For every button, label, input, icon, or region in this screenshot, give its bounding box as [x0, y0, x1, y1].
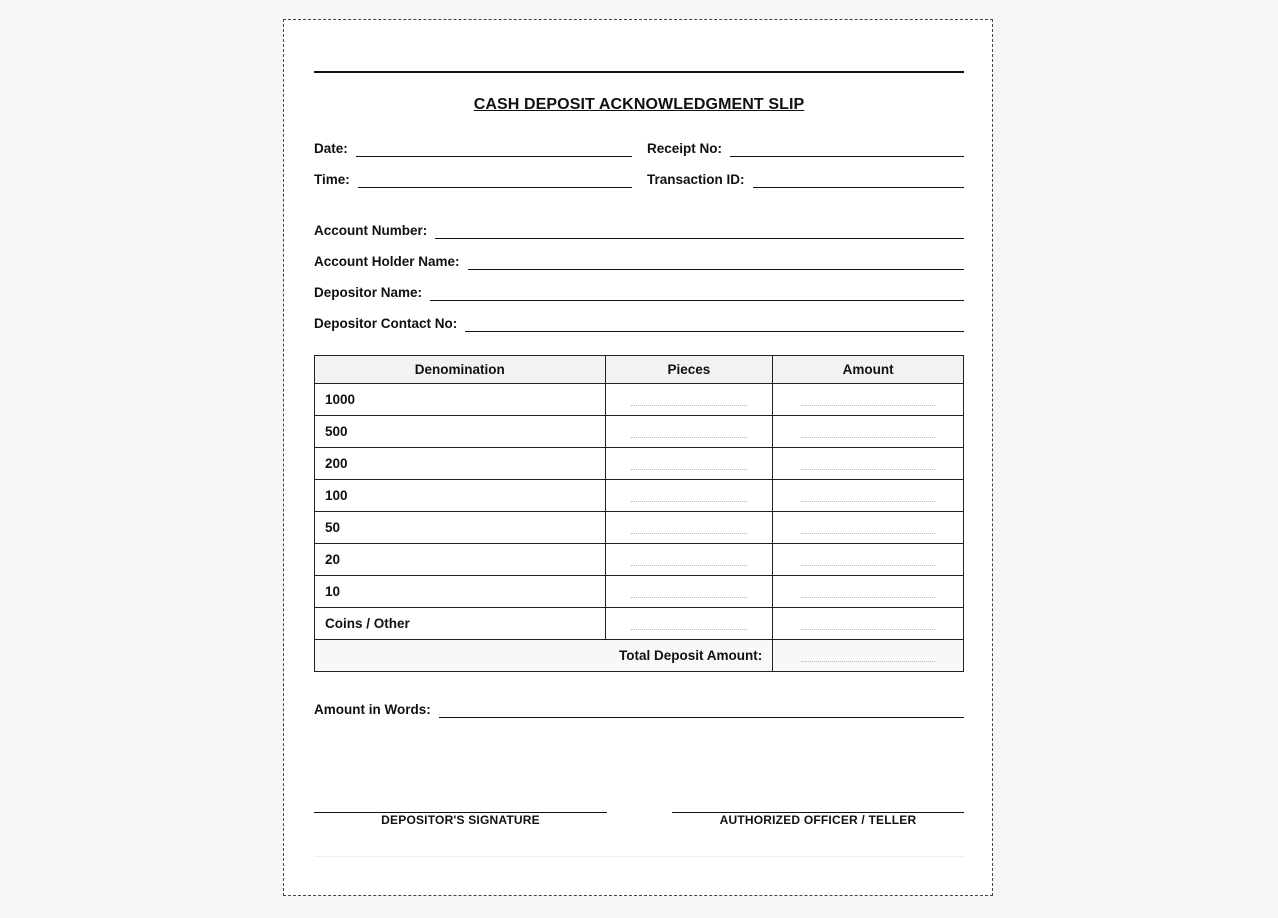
table-row [315, 576, 964, 608]
receipt-no-label: Receipt No: [647, 141, 723, 156]
account-number-input-line[interactable] [435, 224, 964, 239]
account-holder-name-input-line[interactable] [468, 255, 964, 270]
amount-cell[interactable] [773, 512, 964, 544]
pieces-cell[interactable] [605, 608, 773, 640]
transaction-id-field[interactable] [647, 170, 964, 188]
depositor-name-field[interactable] [314, 283, 964, 301]
total-deposit-label: Total Deposit Amount: [315, 640, 773, 672]
pieces-cell[interactable] [605, 576, 773, 608]
depositor-contact-label: Depositor Contact No: [314, 316, 458, 331]
amount-in-words-field[interactable] [314, 700, 964, 718]
pieces-header: Pieces [605, 356, 773, 384]
amount-cell[interactable] [773, 480, 964, 512]
amount-cell[interactable] [773, 576, 964, 608]
pieces-cell[interactable] [605, 512, 773, 544]
amount-cell[interactable] [773, 448, 964, 480]
depositor-name-input-line[interactable] [430, 286, 964, 301]
amount-entry-line [801, 533, 935, 534]
depositor-name-label: Depositor Name: [314, 285, 423, 300]
amount-entry-line [801, 501, 935, 502]
amount-cell[interactable] [773, 608, 964, 640]
officer-signature-label: AUTHORIZED OFFICER / TELLER [719, 813, 917, 827]
date-input-line[interactable] [356, 142, 632, 157]
amount-cell[interactable] [773, 384, 964, 416]
top-divider [314, 71, 964, 73]
account-holder-name-label: Account Holder Name: [314, 254, 460, 269]
total-amount-entry-line [801, 661, 935, 662]
denomination-table [314, 355, 964, 672]
pieces-cell[interactable] [605, 544, 773, 576]
table-row [315, 416, 964, 448]
pieces-entry-line [631, 597, 748, 598]
bottom-divider [314, 856, 964, 857]
amount-entry-line [801, 469, 935, 470]
pieces-cell[interactable] [605, 384, 773, 416]
pieces-entry-line [631, 565, 748, 566]
amount-entry-line [801, 597, 935, 598]
total-amount-cell[interactable] [773, 640, 964, 672]
pieces-cell[interactable] [605, 416, 773, 448]
amount-entry-line [801, 437, 935, 438]
denomination-cell: 1000 [315, 384, 606, 416]
denomination-cell: 100 [315, 480, 606, 512]
amount-cell[interactable] [773, 544, 964, 576]
amount-cell[interactable] [773, 416, 964, 448]
table-row [315, 480, 964, 512]
denomination-cell: 50 [315, 512, 606, 544]
pieces-cell[interactable] [605, 448, 773, 480]
depositor-signature-label: DEPOSITOR'S SIGNATURE [381, 813, 540, 827]
pieces-entry-line [631, 437, 748, 438]
denomination-cell: Coins / Other [315, 608, 606, 640]
denomination-header: Denomination [315, 356, 606, 384]
denomination-cell: 500 [315, 416, 606, 448]
pieces-entry-line [631, 533, 748, 534]
denomination-cell: 10 [315, 576, 606, 608]
transaction-id-label: Transaction ID: [647, 172, 745, 187]
table-row [315, 512, 964, 544]
pieces-entry-line [631, 501, 748, 502]
time-label: Time: [314, 172, 350, 187]
pieces-cell[interactable] [605, 480, 773, 512]
depositor-contact-input-line[interactable] [465, 317, 964, 332]
slip-title: CASH DEPOSIT ACKNOWLEDGMENT SLIP [473, 96, 805, 113]
depositor-contact-field[interactable] [314, 314, 964, 332]
pieces-entry-line [631, 469, 748, 470]
amount-entry-line [801, 565, 935, 566]
time-field[interactable] [314, 170, 632, 188]
receipt-no-input-line[interactable] [730, 142, 964, 157]
denomination-cell: 20 [315, 544, 606, 576]
amount-entry-line [801, 405, 935, 406]
pieces-entry-line [631, 405, 748, 406]
denomination-cell: 200 [315, 448, 606, 480]
date-label: Date: [314, 141, 348, 156]
table-row [315, 544, 964, 576]
date-field[interactable] [314, 139, 632, 157]
amount-entry-line [801, 629, 935, 630]
time-input-line[interactable] [358, 173, 632, 188]
table-row [315, 384, 964, 416]
total-row [315, 640, 964, 672]
transaction-id-input-line[interactable] [753, 173, 964, 188]
account-number-label: Account Number: [314, 223, 428, 238]
table-row [315, 448, 964, 480]
table-header-row [315, 356, 964, 384]
account-holder-name-field[interactable] [314, 252, 964, 270]
account-number-field[interactable] [314, 221, 964, 239]
amount-header: Amount [773, 356, 964, 384]
receipt-no-field[interactable] [647, 139, 964, 157]
pieces-entry-line [631, 629, 748, 630]
amount-in-words-label: Amount in Words: [314, 702, 431, 717]
amount-in-words-input-line[interactable] [439, 703, 964, 718]
deposit-slip-page [283, 19, 993, 896]
table-row [315, 608, 964, 640]
